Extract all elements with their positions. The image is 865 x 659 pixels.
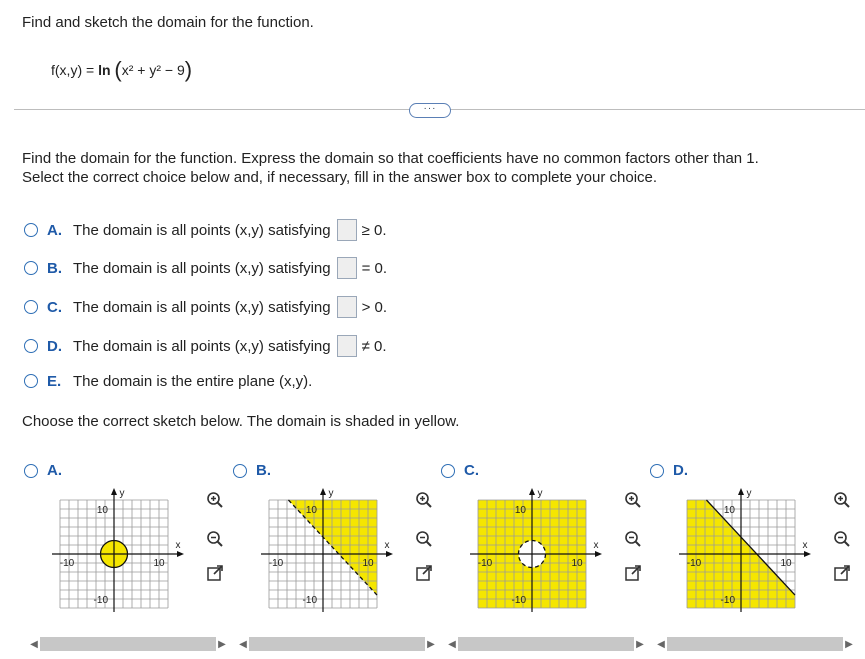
x-axis-label: x [802, 540, 808, 551]
expand-icon[interactable] [833, 564, 851, 582]
graph-b [249, 486, 411, 634]
graph-radio-a[interactable] [24, 464, 38, 478]
ln-label: ln [98, 62, 111, 78]
expand-icon[interactable] [624, 564, 642, 582]
question-title: Find and sketch the domain for the function. [22, 14, 314, 31]
graph-choice-a[interactable] [24, 462, 62, 479]
choice-a[interactable] [24, 218, 387, 242]
zoom-out-icon[interactable] [833, 530, 851, 548]
choice-letter: B. [47, 259, 62, 277]
choice-text: The domain is all points (x,y) satisfying [73, 259, 331, 277]
x-tick-label: 10 [153, 558, 165, 569]
graph-choice-c[interactable] [441, 462, 479, 479]
y-tick-label: 10 [96, 505, 108, 516]
scroll-thumb[interactable] [249, 637, 425, 651]
zoom-in-icon[interactable] [833, 491, 851, 509]
choice-b[interactable] [24, 256, 387, 280]
sketch-prompt: Choose the correct sketch below. The domain is shaded in yellow. [22, 413, 460, 430]
choice-relation: ≥ 0. [361, 221, 387, 239]
x-tick-label: 10 [362, 558, 374, 569]
more-button[interactable]: ··· [409, 103, 451, 118]
graph-b-tools [415, 491, 433, 582]
y-tick-label: -10 [302, 595, 317, 606]
expand-icon[interactable] [206, 564, 224, 582]
scroll-left-icon[interactable]: ◀ [448, 638, 456, 650]
x-tick-label: 10 [571, 558, 583, 569]
y-axis-arrow [529, 488, 535, 495]
scroll-left-icon[interactable]: ◀ [30, 638, 38, 650]
y-tick-label: 10 [305, 505, 317, 516]
graph-c [458, 486, 620, 634]
x-axis-arrow [386, 551, 393, 557]
scroll-right-icon[interactable]: ▶ [636, 638, 644, 650]
choice-text: The domain is the entire plane (x,y). [73, 372, 313, 390]
graph-a-tools [206, 491, 224, 582]
choice-text: The domain is all points (x,y) satisfying [73, 221, 331, 239]
graph-d-scrollbar[interactable] [655, 637, 855, 651]
x-axis-label: x [384, 540, 390, 551]
zoom-out-icon[interactable] [415, 530, 433, 548]
expand-icon[interactable] [415, 564, 433, 582]
instructions-line-1: Find the domain for the function. Express the domain so that coefficients have no common factors other than 1. [22, 150, 759, 167]
graph-letter: B. [256, 462, 271, 479]
y-axis-label: y [119, 488, 125, 499]
y-axis-arrow [111, 488, 117, 495]
scroll-thumb[interactable] [667, 637, 843, 651]
graph-a [40, 486, 202, 634]
graph-radio-c[interactable] [441, 464, 455, 478]
function-lhs: f(x,y) = [51, 62, 99, 78]
scroll-left-icon[interactable]: ◀ [657, 638, 665, 650]
radio-e[interactable] [24, 374, 38, 388]
choice-relation: = 0. [361, 259, 388, 277]
x-axis-label: x [593, 540, 599, 551]
graph-letter: D. [673, 462, 688, 479]
scroll-right-icon[interactable]: ▶ [845, 638, 853, 650]
zoom-in-icon[interactable] [624, 491, 642, 509]
scroll-thumb[interactable] [458, 637, 634, 651]
answer-box-a[interactable] [337, 219, 357, 241]
answer-box-d[interactable] [337, 335, 357, 357]
choice-e[interactable] [24, 369, 312, 393]
choice-letter: D. [47, 337, 62, 355]
y-axis-label: y [328, 488, 334, 499]
y-axis-arrow [320, 488, 326, 495]
zoom-out-icon[interactable] [206, 530, 224, 548]
zoom-out-icon[interactable] [624, 530, 642, 548]
x-tick-label: -10 [686, 558, 702, 569]
graph-letter: A. [47, 462, 62, 479]
instructions-line-2: Select the correct choice below and, if necessary, fill in the answer box to complete your choice. [22, 169, 658, 186]
y-tick-label: -10 [511, 595, 526, 606]
answer-box-c[interactable] [337, 296, 357, 318]
radio-a[interactable] [24, 223, 38, 237]
graph-a-scrollbar[interactable] [28, 637, 228, 651]
graph-b-scrollbar[interactable] [237, 637, 437, 651]
scroll-right-icon[interactable]: ▶ [427, 638, 435, 650]
choice-d[interactable] [24, 334, 387, 358]
y-axis-label: y [746, 488, 752, 499]
radio-c[interactable] [24, 300, 38, 314]
x-axis-label: x [175, 540, 181, 551]
zoom-in-icon[interactable] [206, 491, 224, 509]
x-axis-arrow [177, 551, 184, 557]
radio-d[interactable] [24, 339, 38, 353]
y-axis-label: y [537, 488, 543, 499]
choice-relation: > 0. [361, 298, 388, 316]
graph-d-tools [833, 491, 851, 582]
y-tick-label: -10 [720, 595, 735, 606]
y-tick-label: 10 [514, 505, 526, 516]
x-axis-arrow [804, 551, 811, 557]
graph-choice-b[interactable] [233, 462, 271, 479]
choice-c[interactable] [24, 295, 387, 319]
choice-relation: ≠ 0. [361, 337, 387, 355]
x-axis-arrow [595, 551, 602, 557]
graph-radio-d[interactable] [650, 464, 664, 478]
choice-text: The domain is all points (x,y) satisfying [73, 337, 331, 355]
graph-letter: C. [464, 462, 479, 479]
y-axis-arrow [738, 488, 744, 495]
choice-letter: A. [47, 221, 62, 239]
graph-c-scrollbar[interactable] [446, 637, 646, 651]
x-tick-label: -10 [268, 558, 284, 569]
choice-letter: E. [47, 372, 62, 390]
choice-letter: C. [47, 298, 62, 316]
x-tick-label: -10 [477, 558, 493, 569]
x-tick-label: -10 [59, 558, 75, 569]
graph-c-tools [624, 491, 642, 582]
instructions [22, 149, 759, 187]
function-definition: f(x,y) = ln (x² + y² − 9) [51, 57, 193, 82]
graph-d [667, 486, 829, 634]
x-tick-label: 10 [780, 558, 792, 569]
y-tick-label: -10 [93, 595, 108, 606]
scroll-left-icon[interactable]: ◀ [239, 638, 247, 650]
answer-box-b[interactable] [337, 257, 357, 279]
y-tick-label: 10 [723, 505, 735, 516]
scroll-thumb[interactable] [40, 637, 216, 651]
scroll-right-icon[interactable]: ▶ [218, 638, 226, 650]
function-body: x² + y² − 9 [121, 62, 185, 78]
radio-b[interactable] [24, 261, 38, 275]
graph-choice-d[interactable] [650, 462, 688, 479]
zoom-in-icon[interactable] [415, 491, 433, 509]
graph-radio-b[interactable] [233, 464, 247, 478]
choice-text: The domain is all points (x,y) satisfying [73, 298, 331, 316]
